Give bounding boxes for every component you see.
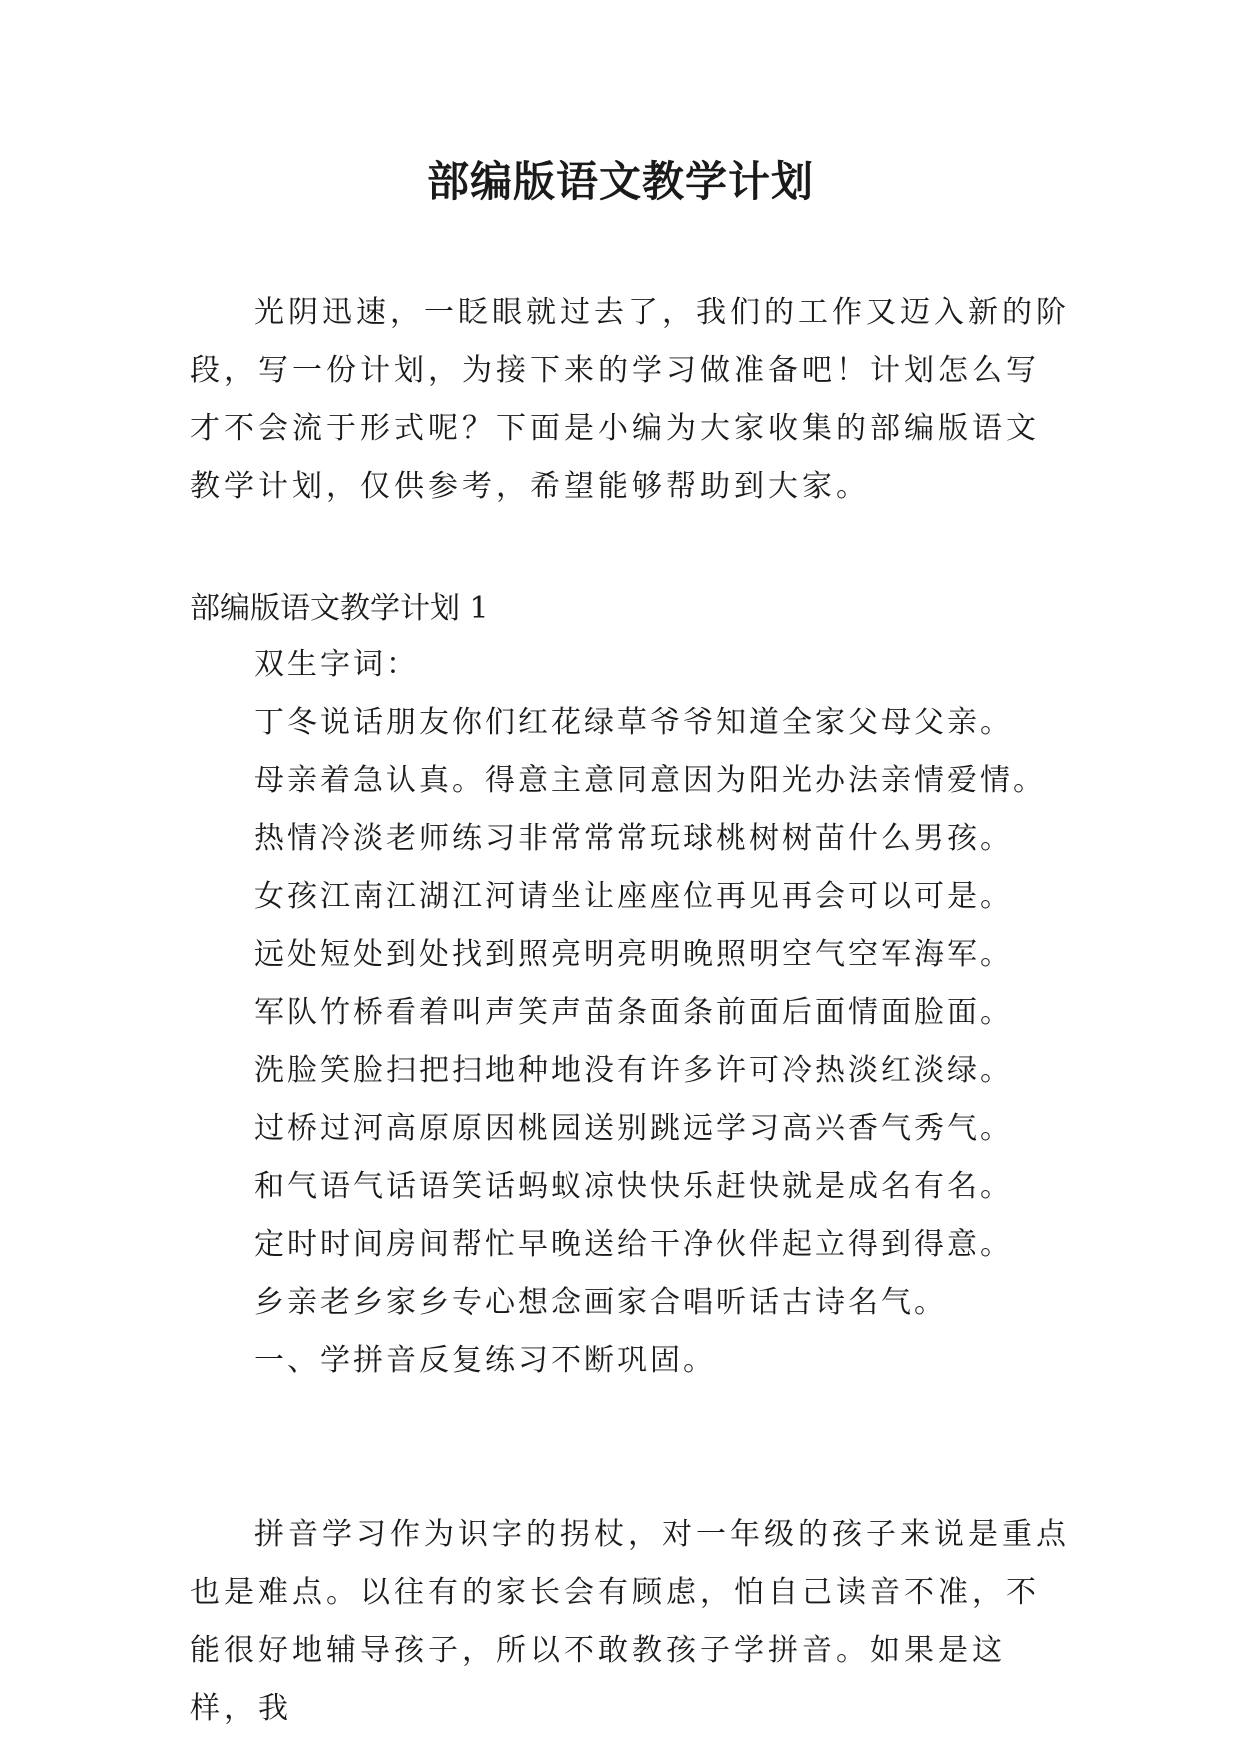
subheading: 一、学拼音反复练习不断巩固。 bbox=[254, 1343, 716, 1378]
vocab-label: 双生字词： bbox=[254, 647, 419, 682]
document-title: 部编版语文教学计划 bbox=[426, 157, 814, 206]
vocab-line: 远处短处到处找到照亮明亮明晚照明空气空军海军。 bbox=[254, 937, 1013, 972]
vocab-line: 过桥过河高原原因桃园送别跳远学习高兴香气秀气。 bbox=[254, 1111, 1013, 1146]
vocab-line: 定时时间房间帮忙早晚送给干净伙伴起立得到得意。 bbox=[254, 1227, 1013, 1262]
vocab-line: 母亲着急认真。得意主意同意因为阳光办法亲情爱情。 bbox=[254, 763, 1046, 798]
vocab-line: 军队竹桥看着叫声笑声苗条面条前面后面情面脸面。 bbox=[254, 995, 1013, 1030]
intro-section bbox=[190, 284, 1070, 516]
vocab-line: 丁冬说话朋友你们红花绿草爷爷知道全家父母父亲。 bbox=[254, 705, 1013, 740]
intro-paragraph: 光阴迅速，一眨眼就过去了，我们的工作又迈入新的阶段，写一份计划，为接下来的学习做准备吧！计划怎么写才不会流于形式呢？下面是小编为大家收集的部编版语文教学计划，仅供参考，希望能够帮助到大家。 bbox=[190, 295, 1070, 504]
vocab-line: 乡亲老乡家乡专心想念画家合唱听话古诗名气。 bbox=[254, 1285, 947, 1320]
body-paragraph: 拼音学习作为识字的拐杖，对一年级的孩子来说是重点也是难点。以往有的家长会有顾虑，怕自己读音不准，不能很好地辅导孩子，所以不敢教孩子学拼音。如果是这样，我 bbox=[190, 1517, 1070, 1726]
vocab-line: 洗脸笑脸扫把扫地种地没有许多许可冷热淡红淡绿。 bbox=[254, 1053, 1013, 1088]
vocabulary-block bbox=[254, 636, 1046, 1390]
vocab-line: 和气语气话语笑话蚂蚁凉快快乐赶快就是成名有名。 bbox=[254, 1169, 1013, 1204]
section-heading: 部编版语文教学计划 1 bbox=[190, 591, 489, 626]
vocab-line: 女孩江南江湖江河请坐让座座位再见再会可以可是。 bbox=[254, 879, 1013, 914]
vocab-line: 热情冷淡老师练习非常常常玩球桃树树苗什么男孩。 bbox=[254, 821, 1013, 856]
